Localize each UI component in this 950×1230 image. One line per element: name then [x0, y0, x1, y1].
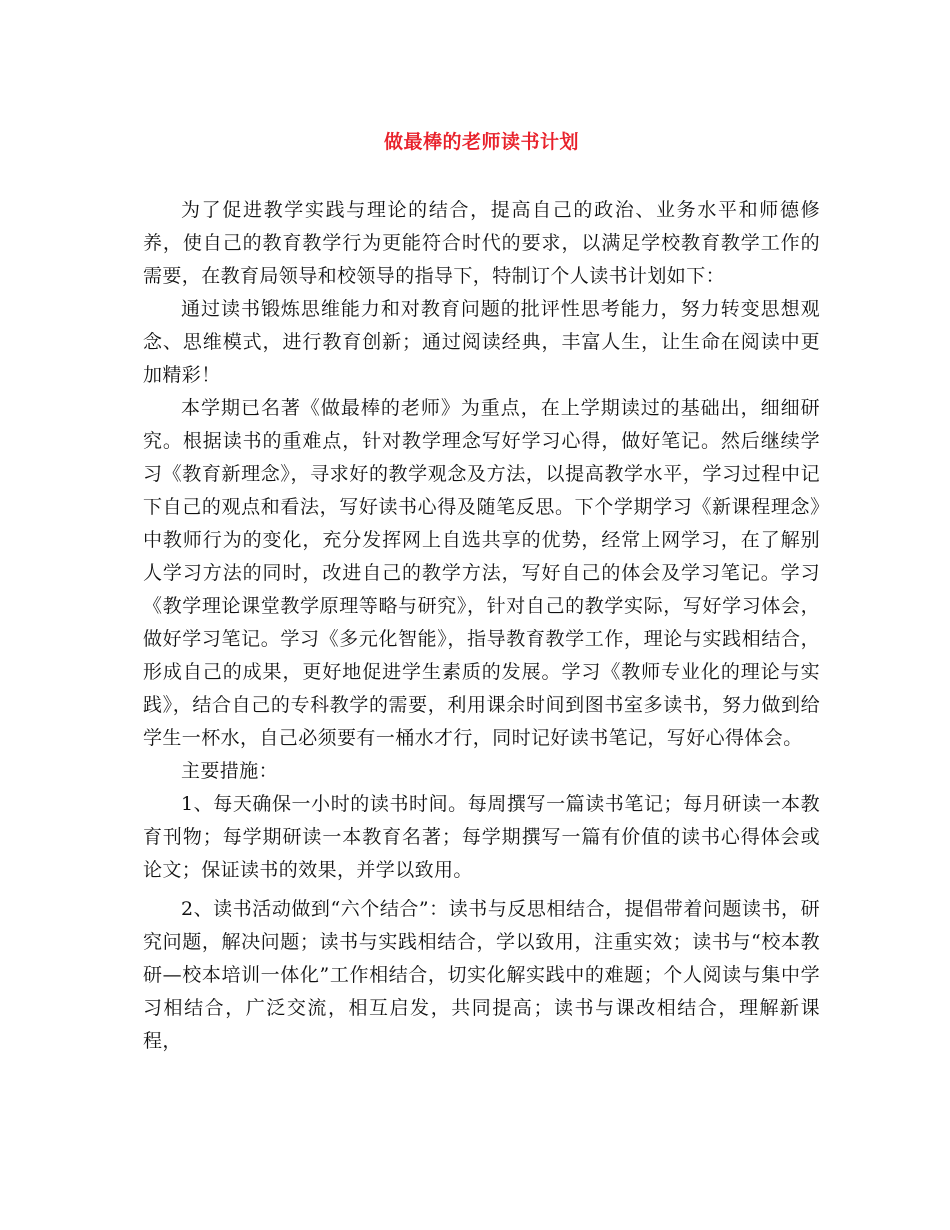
- paragraph-intro: 为了促进教学实践与理论的结合，提高自己的政治、业务水平和师德修养，使自己的教育教学行为更能符合时代的要求，以满足学校教育教学工作的需要，在教育局领导和校领导的指导下，特制订个人读书计划如下：: [143, 199, 820, 287]
- document-title: 做最棒的老师读书计划: [383, 131, 579, 153]
- paragraph-measures-heading: 主要措施：: [181, 760, 279, 782]
- paragraph-measure-2: 2、读书活动做到“六个结合”：读书与反思相结合，提倡带着问题读书，研究问题，解决问题；读书与实践相结合，学以致用，注重实效；读书与“校本教研—校本培训一体化”工作相结合，切实化解实践中的难题；个人阅读与集中学习相结合，广泛交流，相互启发，共同提高；读书与课改相结合，理解新课程，: [143, 898, 820, 1052]
- paragraph-plan: 本学期已名著《做最棒的老师》为重点，在上学期读过的基础出，细细研究。根据读书的重难点，针对教学理念写好学习心得，做好笔记。然后继续学习《教育新理念》，寻求好的教学观念及方法，以提高教学水平，学习过程中记下自己的观点和看法，写好读书心得及随笔反思。下个学期学习《新课程理念》中教师行为的变化，充分发挥网上自选共享的优势，经常上网学习，在了解别人学习方法的同时，改进自己的教学方法，写好自己的体会及学习笔记。学习《教学理论课堂教学原理等略与研究》，针对自己的教学实际，写好学习体会，做好学习笔记。学习《多元化智能》，指导教育教学工作，理论与实践相结合，形成自己的成果，更好地促进学生素质的发展。学习《教师专业化的理论与实践》，结合自己的专科教学的需要，利用课余时间到图书室多读书，努力做到给学生一杯水，自己必须要有一桶水才行，同时记好读书笔记，写好心得体会。: [143, 397, 820, 749]
- paragraph-measure-1: 1、每天确保一小时的读书时间。每周撰写一篇读书笔记；每月研读一本教育刊物；每学期研读一本教育名著；每学期撰写一篇有价值的读书心得体会或论文；保证读书的效果，并学以致用。: [143, 793, 820, 881]
- paragraph-goals: 通过读书锻炼思维能力和对教育问题的批评性思考能力，努力转变思想观念、思维模式，进行教育创新；通过阅读经典，丰富人生，让生命在阅读中更加精彩！: [143, 298, 820, 386]
